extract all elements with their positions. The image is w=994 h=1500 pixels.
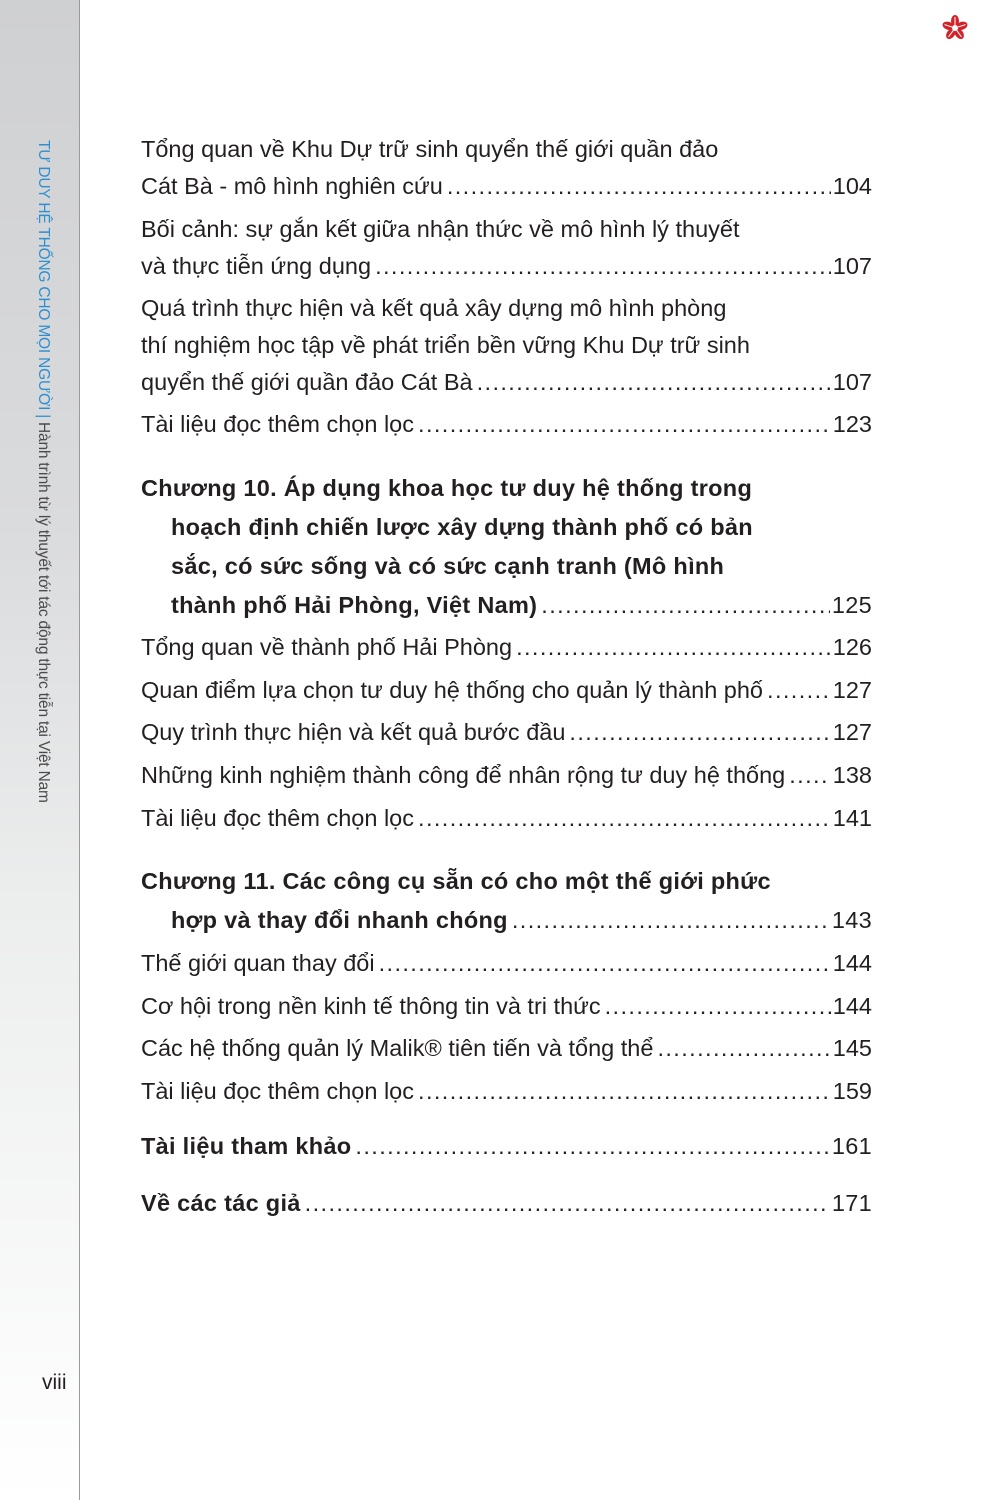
sidebar-rule [79,0,80,1500]
toc-page-number: 144 [832,993,872,1019]
toc-entry-title-line: Bối cảnh: sự gắn kết giữa nhận thức về mô hình lý thuyết [141,216,740,242]
toc-page-number: 127 [832,719,872,745]
toc-page-number: 104 [832,173,872,199]
toc-page-number: 159 [832,1078,872,1104]
toc-page-number: 161 [831,1133,872,1159]
toc-entry-leader-line: Tài liệu đọc thêm chọn lọc ..... 159 [141,1076,872,1106]
toc-entry-leader-line: quyển thế giới quần đảo Cát Bà ..... 107 [141,367,872,397]
toc-page-number: 138 [832,762,872,788]
toc-page-number: 107 [832,253,872,279]
toc-entry-leader-line: Tài liệu đọc thêm chọn lọc ..... 141 [141,803,872,833]
chapter-title-line: Chương 11. Các công cụ sẵn có cho một thế giới phức [141,868,771,894]
toc-page-number: 144 [832,950,872,976]
toc-page-number: 123 [832,411,872,437]
toc-entry-leader-line: Cát Bà - mô hình nghiên cứu ..... 104 [141,171,872,201]
toc-page-number: 143 [831,907,872,933]
toc-entry-title-line: thí nghiệm học tập về phát triển bền vững Khu Dự trữ sinh [141,332,750,358]
toc-page-number: 171 [831,1190,872,1216]
toc-entry-leader-line: Cơ hội trong nền kinh tế thông tin và tri thức ..... 144 [141,991,872,1021]
spine-separator: | [35,414,52,419]
series-title: TƯ DUY HỆ THỐNG CHO MỌI NGƯỜI [35,140,52,411]
toc-page-number: 107 [832,369,872,395]
toc-page-number: 125 [831,592,872,618]
toc-page-number: 126 [832,634,872,660]
book-subtitle: Hành trình từ lý thuyết tới tác động thực tiễn tại Việt Nam [35,422,52,803]
toc-page-number: 145 [832,1035,872,1061]
toc-page-number: 141 [832,805,872,831]
publisher-flower-icon [941,14,969,42]
page-number: viii [42,1371,67,1394]
toc-page-number: 127 [832,677,872,703]
chapter-title-line: sắc, có sức sống và có sức cạnh tranh (Mô hình [171,553,725,579]
chapter-title-line: hoạch định chiến lược xây dựng thành phố có bản [171,514,753,540]
toc-entry-leader-line: Quy trình thực hiện và kết quả bước đầu ..... 127 [141,717,872,747]
section-leader-line: Về các tác giả ..... 171 [141,1188,872,1218]
section-leader-line: Tài liệu tham khảo ..... 161 [141,1131,872,1161]
toc-entry-title-line: Quá trình thực hiện và kết quả xây dựng mô hình phòng [141,295,727,321]
toc-entry-leader-line: và thực tiễn ứng dụng ..... 107 [141,251,872,281]
chapter-leader-line: thành phố Hải Phòng, Việt Nam) ..... 125 [171,590,872,620]
toc-entry-leader-line: Thế giới quan thay đổi ..... 144 [141,948,872,978]
chapter-leader-line: hợp và thay đổi nhanh chóng ..... 143 [171,905,872,935]
toc-entry-leader-line: Những kinh nghiệm thành công để nhân rộng tư duy hệ thống ..... 138 [141,760,872,790]
chapter-title-line: Chương 10. Áp dụng khoa học tư duy hệ thống trong [141,475,753,501]
toc-entry-title-line: Tổng quan về Khu Dự trữ sinh quyển thế giới quần đảo [141,136,719,162]
spine-title [34,140,52,803]
toc-entry-leader-line: Các hệ thống quản lý Malik® tiên tiến và tổng thể ..... 145 [141,1033,872,1063]
toc-entry-leader-line: Quan điểm lựa chọn tư duy hệ thống cho quản lý thành phố ..... 127 [141,675,872,705]
toc-entry-leader-line: Tài liệu đọc thêm chọn lọc ..... 123 [141,409,872,439]
toc-entry-leader-line: Tổng quan về thành phố Hải Phòng ..... 126 [141,632,872,662]
